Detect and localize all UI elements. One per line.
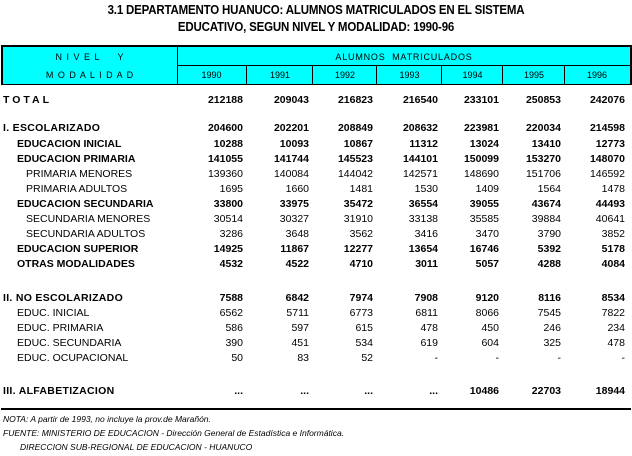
cell-1990: 14925 — [213, 243, 243, 255]
cell-1996: 7822 — [601, 307, 625, 319]
cell-1990: 30514 — [213, 213, 243, 225]
cell-1994: - — [495, 352, 499, 364]
row-label: EDUCACION SUPERIOR — [17, 243, 139, 255]
cell-1991: 30327 — [279, 213, 309, 225]
cell-1995: 151706 — [525, 168, 561, 180]
cell-1993: 3416 — [414, 228, 438, 240]
cell-1993: - — [434, 352, 438, 364]
cell-1992: 1481 — [349, 183, 373, 195]
header-year-1995: 1995 — [523, 70, 545, 80]
cell-1994: 16746 — [469, 243, 499, 255]
cell-1996: 3852 — [601, 228, 625, 240]
cell-1996: 44493 — [595, 198, 625, 210]
header-group-label: ALUMNOS MATRICULADOS — [335, 52, 473, 62]
cell-1992: 12277 — [343, 243, 373, 255]
cell-1991: 6842 — [285, 292, 309, 304]
cell-1995: 39884 — [531, 213, 561, 225]
table-row — [0, 138, 632, 153]
cell-1994: 604 — [481, 337, 499, 349]
cell-1993: 3011 — [415, 258, 438, 270]
cell-1996: 5178 — [601, 243, 625, 255]
cell-1990: 33800 — [213, 198, 243, 210]
header-year-1993: 1993 — [399, 70, 420, 80]
cell-1994: 5057 — [475, 258, 499, 270]
cell-1991: 597 — [291, 322, 309, 334]
cell-1992: 3562 — [349, 228, 373, 240]
cell-1992: 7974 — [349, 292, 373, 304]
cell-1995: 325 — [543, 337, 561, 349]
cell-1995: 43674 — [531, 198, 561, 210]
cell-1992: 216823 — [337, 94, 373, 106]
header-label-modalidad: M O D A L I D A D — [45, 70, 135, 80]
cell-1995: 250853 — [525, 94, 561, 106]
cell-1993: 33138 — [408, 213, 438, 225]
row-label: EDUC. PRIMARIA — [17, 322, 104, 334]
header-divider — [441, 65, 442, 84]
cell-1993: 36554 — [408, 198, 438, 210]
cell-1990: 1695 — [219, 183, 243, 195]
table-bottom-rule — [1, 408, 631, 410]
cell-1996: 214598 — [589, 122, 625, 134]
cell-1991: 1660 — [285, 183, 309, 195]
row-label: EDUCACION INICIAL — [17, 138, 122, 150]
table-row — [0, 352, 632, 367]
cell-1991: 5711 — [286, 307, 309, 319]
cell-1991: ... — [300, 385, 309, 397]
table-row — [0, 183, 632, 198]
footnote-fuente-2: DIRECCION SUB-REGIONAL DE EDUCACION - HUANUCO — [20, 442, 253, 452]
table-row — [0, 307, 632, 322]
cell-1990: 7588 — [219, 292, 243, 304]
cell-1992: 534 — [355, 337, 373, 349]
cell-1993: 478 — [420, 322, 438, 334]
cell-1995: 1564 — [537, 183, 561, 195]
header-year-1991: 1991 — [269, 70, 291, 80]
cell-1990: 212188 — [207, 94, 243, 106]
cell-1995: 13410 — [531, 138, 561, 150]
row-label: PRIMARIA ADULTOS — [26, 183, 128, 195]
table-row — [0, 322, 632, 337]
table-row — [0, 213, 632, 228]
cell-1996: 242076 — [589, 94, 625, 106]
cell-1993: 142571 — [402, 168, 438, 180]
cell-1992: 144042 — [337, 168, 373, 180]
cell-1991: 83 — [297, 352, 309, 364]
header-year-1990: 1990 — [201, 70, 222, 80]
header-divider — [564, 65, 565, 84]
cell-1994: 10486 — [469, 385, 499, 397]
header-label-nivel: N I V E L Y — [55, 52, 125, 62]
table-row — [0, 292, 632, 307]
cell-1995: 4288 — [537, 258, 561, 270]
cell-1992: 145523 — [337, 153, 373, 165]
cell-1996: 234 — [607, 322, 625, 334]
cell-1995: 246 — [543, 322, 561, 334]
header-divider — [246, 65, 247, 84]
cell-1990: 3286 — [219, 228, 243, 240]
cell-1991: 4522 — [285, 258, 309, 270]
cell-1995: 22703 — [531, 385, 561, 397]
row-label: OTRAS MODALIDADES — [17, 258, 135, 270]
cell-1991: 140084 — [273, 168, 309, 180]
cell-1994: 9120 — [475, 292, 499, 304]
cell-1996: 12773 — [595, 138, 625, 150]
header-year-1992: 1992 — [334, 70, 356, 80]
cell-1995: - — [557, 352, 561, 364]
cell-1994: 150099 — [463, 153, 499, 165]
cell-1990: 50 — [231, 352, 243, 364]
row-label: EDUC. OCUPACIONAL — [17, 352, 129, 364]
header-divider — [376, 65, 377, 84]
cell-1990: 4532 — [219, 258, 243, 270]
cell-1996: 8534 — [601, 292, 625, 304]
cell-1991: 209043 — [273, 94, 309, 106]
cell-1991: 202201 — [273, 122, 309, 134]
cell-1994: 1409 — [475, 183, 499, 195]
cell-1991: 33975 — [279, 198, 309, 210]
header-year-1996: 1996 — [586, 70, 608, 80]
cell-1994: 39055 — [469, 198, 499, 210]
table-title-line1: 3.1 DEPARTAMENTO HUANUCO: ALUMNOS MATRICULADOS EN EL SISTEMA — [107, 3, 525, 17]
cell-1992: 35472 — [343, 198, 373, 210]
table-row — [0, 243, 632, 258]
cell-1990: 390 — [225, 337, 243, 349]
table-row — [0, 94, 632, 109]
row-label: PRIMARIA MENORES — [26, 168, 133, 180]
cell-1996: 4084 — [601, 258, 625, 270]
cell-1994: 35585 — [469, 213, 499, 225]
cell-1995: 7545 — [537, 307, 561, 319]
row-label: EDUCACION PRIMARIA — [17, 153, 136, 165]
cell-1996: 148070 — [589, 153, 625, 165]
cell-1993: 6811 — [415, 307, 438, 319]
table-row — [0, 198, 632, 213]
cell-1990: ... — [234, 385, 243, 397]
cell-1996: 1478 — [601, 183, 625, 195]
table-row — [0, 337, 632, 352]
cell-1990: 10288 — [213, 138, 243, 150]
cell-1993: ... — [429, 385, 438, 397]
row-label: EDUCACION SECUNDARIA — [17, 198, 154, 210]
cell-1991: 11867 — [280, 243, 309, 255]
cell-1992: 31910 — [343, 213, 373, 225]
cell-1993: 1530 — [414, 183, 438, 195]
table-title-line2: EDUCATIVO, SEGUN NIVEL Y MODALIDAD: 1990-96 — [177, 20, 455, 34]
footnote-nota: NOTA: A partir de 1993, no incluye la prov.de Marañón. — [3, 414, 211, 424]
cell-1994: 233101 — [463, 94, 499, 106]
header-divider — [502, 65, 503, 84]
cell-1995: 8116 — [538, 292, 561, 304]
cell-1991: 10093 — [279, 138, 309, 150]
cell-1994: 8066 — [475, 307, 499, 319]
cell-1991: 3648 — [285, 228, 309, 240]
cell-1996: 40641 — [595, 213, 625, 225]
cell-1995: 153270 — [525, 153, 561, 165]
cell-1992: 10867 — [343, 138, 373, 150]
cell-1992: 6773 — [349, 307, 373, 319]
cell-1991: 141744 — [273, 153, 309, 165]
cell-1993: 7908 — [414, 292, 438, 304]
row-label: SECUNDARIA MENORES — [26, 213, 151, 225]
cell-1993: 208632 — [402, 122, 438, 134]
cell-1990: 6562 — [219, 307, 243, 319]
row-label: II. NO ESCOLARIZADO — [3, 292, 124, 304]
cell-1990: 141055 — [207, 153, 243, 165]
table-row — [0, 122, 632, 137]
row-label: TOTAL — [3, 94, 53, 106]
cell-1990: 139360 — [207, 168, 243, 180]
cell-1992: 4710 — [349, 258, 373, 270]
table-header — [1, 45, 632, 85]
cell-1990: 586 — [225, 322, 243, 334]
header-year-1994: 1994 — [462, 70, 483, 80]
row-label: I. ESCOLARIZADO — [3, 122, 101, 134]
cell-1994: 13024 — [469, 138, 499, 150]
cell-1994: 148690 — [463, 168, 499, 180]
cell-1995: 220034 — [525, 122, 561, 134]
table-row — [0, 168, 632, 183]
cell-1991: 451 — [291, 337, 309, 349]
cell-1993: 11312 — [409, 138, 438, 150]
cell-1994: 223981 — [463, 122, 499, 134]
cell-1992: ... — [364, 385, 373, 397]
row-label: III. ALFABETIZACION — [3, 385, 115, 397]
cell-1996: - — [621, 352, 625, 364]
cell-1994: 450 — [481, 322, 499, 334]
cell-1993: 619 — [420, 337, 438, 349]
row-label: EDUC. SECUNDARIA — [17, 337, 122, 349]
cell-1992: 208849 — [337, 122, 373, 134]
table-row — [0, 153, 632, 168]
cell-1993: 144101 — [402, 153, 438, 165]
cell-1990: 204600 — [207, 122, 243, 134]
cell-1996: 478 — [607, 337, 625, 349]
cell-1993: 13654 — [408, 243, 438, 255]
table-row — [0, 258, 632, 273]
table-row — [0, 228, 632, 243]
cell-1995: 5392 — [537, 243, 561, 255]
cell-1995: 3790 — [537, 228, 561, 240]
row-label: SECUNDARIA ADULTOS — [26, 228, 146, 240]
cell-1996: 146592 — [589, 168, 625, 180]
cell-1992: 615 — [355, 322, 373, 334]
table-row — [0, 385, 632, 400]
cell-1996: 18944 — [595, 385, 625, 397]
footnote-fuente: FUENTE: MINISTERIO DE EDUCACION - Dirección General de Estadística e Informática. — [3, 428, 345, 438]
cell-1994: 3470 — [475, 228, 499, 240]
header-divider — [312, 65, 313, 84]
row-label: EDUC. INICIAL — [17, 307, 90, 319]
cell-1993: 216540 — [402, 94, 438, 106]
cell-1992: 52 — [361, 352, 373, 364]
